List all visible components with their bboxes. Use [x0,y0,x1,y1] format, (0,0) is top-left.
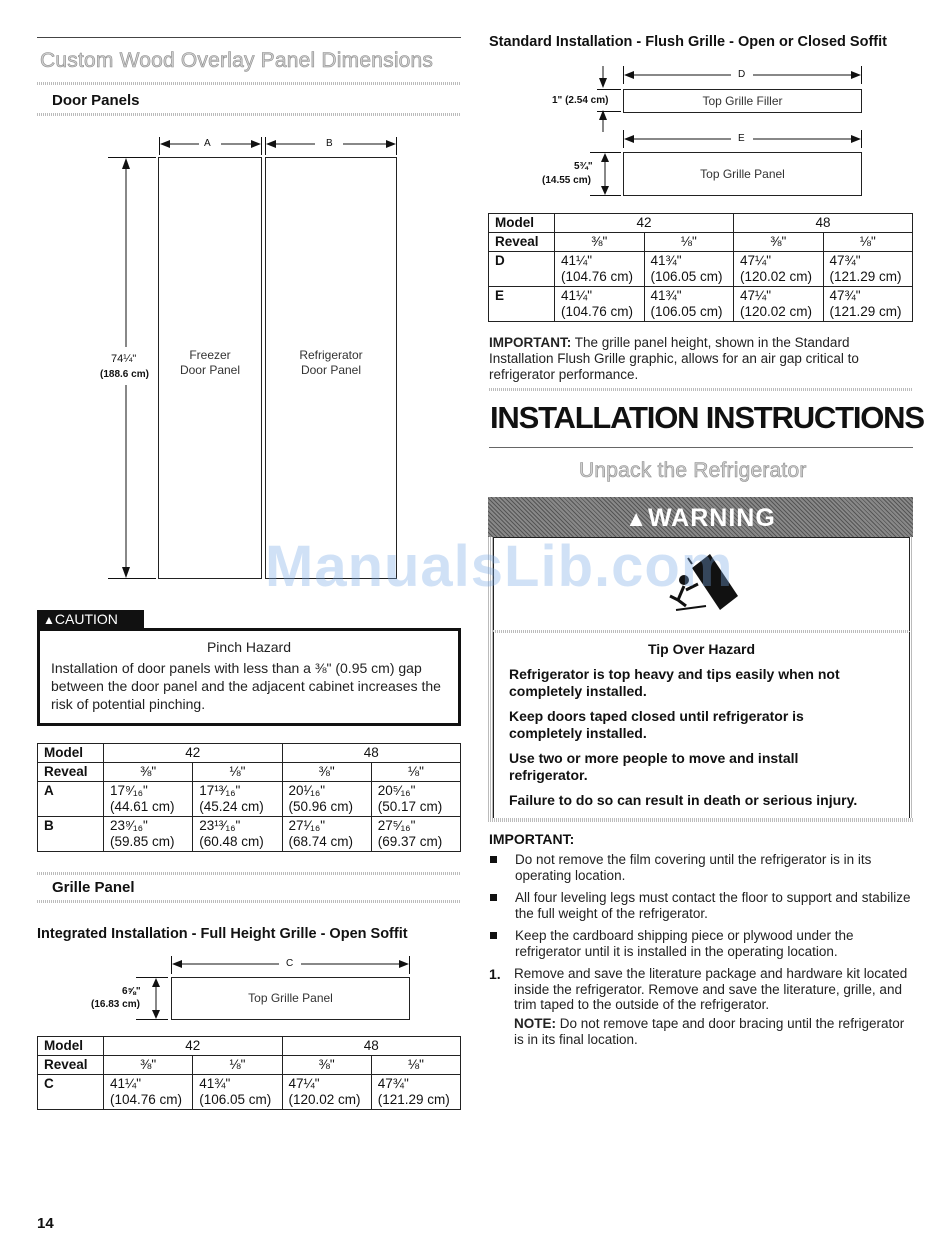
grille-panel-heading: Grille Panel [52,879,135,896]
table-row: B 23⁹⁄₁₆" (59.85 cm) 23¹³⁄₁₆" (60.48 cm) 27¹⁄₁₆" (68.74 cm) 27⁵⁄₁₆" (69.37 cm) [38,817,461,852]
caution-text: Installation of door panels with less than a ⅜" (0.95 cm) gap between the door panel and the adjacent cabinet increases the risk of potential pinching. [51,660,441,712]
panel-height-arrow [599,152,611,196]
install-top-rule [489,388,913,391]
warning-line: Refrigerator is top heavy and tips easily when not completely installed. [509,666,840,699]
dimension-arrows-ab [159,138,397,150]
important-list-label: IMPORTANT: [489,831,575,847]
tip-over-title: Tip Over Hazard [647,641,756,657]
door-panels-rule [37,113,461,116]
dim-c-label: C [286,958,294,969]
table-row: A 17⁹⁄₁₆" (44.61 cm) 17¹³⁄₁₆" (45.24 cm) 20¹⁄₁₆" (50.96 cm) 20⁵⁄₁₆" (50.17 cm) [38,782,461,817]
warning-label: ▲WARNING [625,504,776,532]
grille-top-rule [37,872,461,875]
warning-bottom-band [488,818,913,822]
list-item: All four leveling legs must contact the floor to support and stabilize the full weight of the refrigerator. [489,890,913,921]
step-1-text: Remove and save the literature package and hardware kit located inside the refrigerator. Remove and save the literature, grille, and trim taped to the outside of the refrigerator. [514,966,908,1012]
watermark: ManualsLib.com [265,534,734,599]
grille-panel-table: Model 42 48 Reveal ⅜" ⅛" ⅜" ⅛" C 41¼" (104.76 cm) 41¾" (106.05 cm) 47¼" (120.02 cm) 47¾" (121.29 cm) [37,1036,461,1110]
panel-height-value: 5¾" [574,161,593,172]
list-item: Do not remove the film covering until the refrigerator is in its operating location. [489,852,913,883]
top-grille-panel-standard: Top Grille Panel [623,152,862,196]
door-panel-table: Model 42 48 Reveal ⅜" ⅛" ⅜" ⅛" A 17⁹⁄₁₆" (44.61 cm) 17¹³⁄₁₆" (45.24 cm) 20¹⁄₁₆" (50.96 cm) 20⁵⁄₁₆" (50.17 cm) B 23⁹⁄₁₆" (59.85 cm) 23¹³⁄₁₆" (60.48 cm) 27¹⁄₁₆" (68.74 cm) 27⁵⁄₁₆" (69.37 cm) [37,743,461,852]
caution-title: Pinch Hazard [206,639,292,655]
list-item: Keep the cardboard shipping piece or plywood under the refrigerator until it is installed in the operating location. [489,928,913,959]
grille-height-metric: (16.83 cm) [91,999,140,1010]
grille-rule [37,900,461,903]
warning-line: Use two or more people to move and install refrigerator. [509,750,799,783]
warning-line: Keep doors taped closed until refrigerator is completely installed. [509,708,804,741]
installation-title: INSTALLATION INSTRUCTIONS [490,400,924,435]
caution-box [37,628,461,726]
standard-grille-table: Model 42 48 Reveal ⅜" ⅛" ⅜" ⅛" D 41¼" (104.76 cm) 41¾" (106.05 cm) 47¼" (120.02 cm) 47¾" (121.29 cm) E 41¼" (104.76 cm) 41¾" (106.05 cm) 47¼" (120.02 cm) 47¾" (121.29 cm) [488,213,913,322]
warning-triangle-icon: ▲ [625,506,648,531]
table-row: D 41¼" (104.76 cm) 41¾" (106.05 cm) 47¼" (120.02 cm) 47¾" (121.29 cm) [489,252,913,287]
warning-line: Failure to do so can result in death or serious injury. [509,792,858,808]
table-row: E 41¼" (104.76 cm) 41¾" (106.05 cm) 47¼" (120.02 cm) 47¾" (121.29 cm) [489,287,913,322]
grille-height-value: 6⅝" [122,986,141,997]
panel-height-metric: (14.55 cm) [542,175,591,186]
install-title-rule [489,447,913,448]
freezer-door-panel: Freezer Door Panel [158,157,262,579]
dim-e-label: E [738,133,745,144]
important-note: IMPORTANT: The grille panel height, shown in the Standard Installation Flush Grille graphic, allows for an air gap critical to refrigerator performance. [489,335,859,382]
important-list [489,852,913,966]
integrated-heading: Integrated Installation - Full Height Grille - Open Soffit [37,926,408,942]
table-row: C 41¼" (104.76 cm) 41¾" (106.05 cm) 47¼" (120.02 cm) 47¾" (121.29 cm) [38,1075,461,1110]
refrigerator-door-panel: Refrigerator Door Panel [265,157,397,579]
dim-d-label: D [738,69,746,80]
grille-height-arrow [150,977,162,1020]
step-1-note: NOTE: Do not remove tape and door bracing until the refrigerator is in its final location. [514,1016,905,1047]
standard-heading: Standard Installation - Flush Grille - Open or Closed Soffit [489,34,887,50]
height-arrow [120,157,132,579]
section-title-custom-panel: Custom Wood Overlay Panel Dimensions [40,49,434,72]
height-value: 74¼" [111,353,137,365]
caution-tag: ▲CAUTION [37,610,144,629]
left-top-rule [37,37,461,38]
dim-b-label: B [326,138,333,149]
door-panels-heading: Door Panels [52,92,140,109]
page-number: 14 [37,1215,54,1232]
top-grille-panel-integrated: Top Grille Panel [171,977,410,1020]
warning-text-panel [493,632,910,819]
top-grille-filler: Top Grille Filler [623,89,862,113]
unpack-title: Unpack the Refrigerator [579,459,807,482]
height-metric: (188.6 cm) [100,369,149,380]
step-1-number: 1. [489,966,501,982]
caution-triangle-icon: ▲ [43,613,55,627]
filler-height-label: 1" (2.54 cm) [552,95,609,106]
dim-a-label: A [204,138,211,149]
title-rule [37,82,461,85]
